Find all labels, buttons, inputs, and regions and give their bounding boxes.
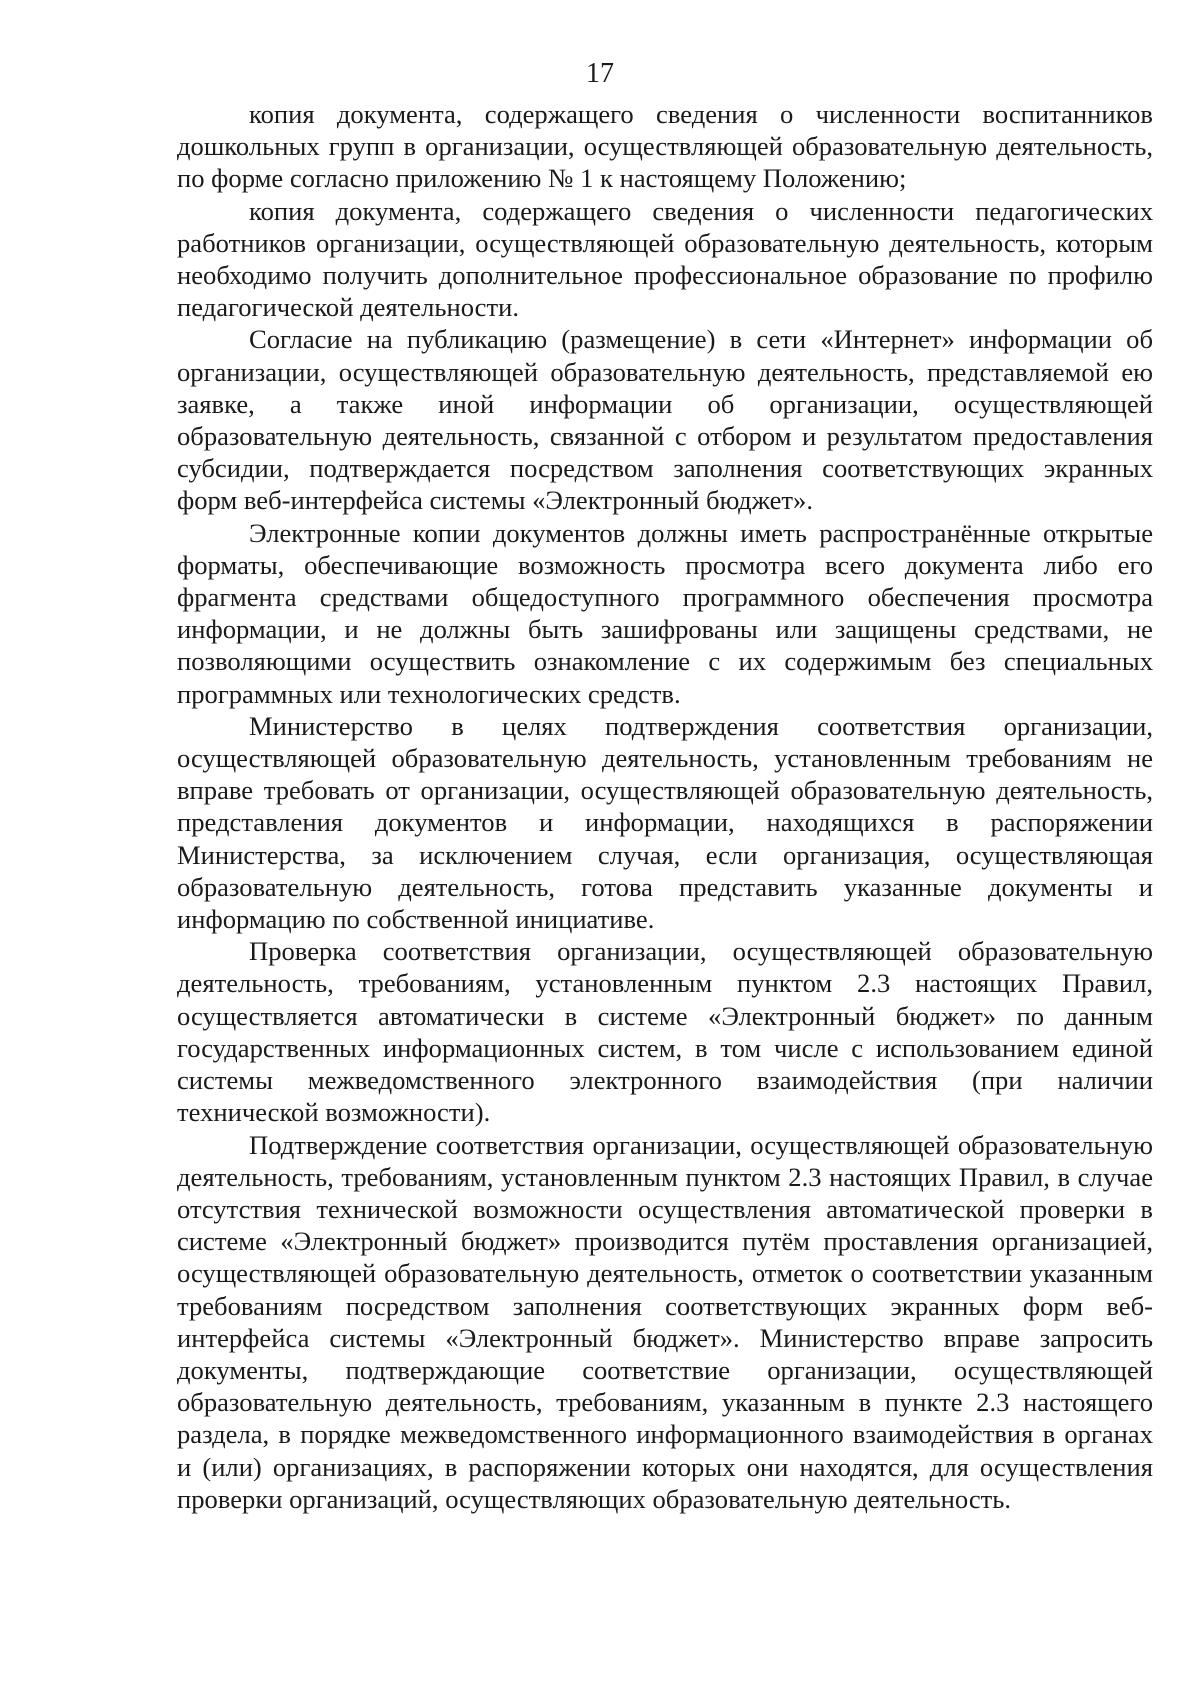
paragraph: Согласие на публикацию (размещение) в сети «Интернет» информации об организации, осуществляющей образовательную деятельность, представляемой ею заявке, а также иной информации об организации, осуществляющей образовательную деятельность, связанной с отбором и результатом предоставления субсидии, подтверждается посредством заполнения соответствующих экранных форм веб-интерфейса системы «Электронный бюджет».	[177, 324, 1153, 516]
paragraph: Подтверждение соответствия организации, осуществляющей образовательную деятельность, требованиям, установленным пунктом 2.3 настоящих Правил, в случае отсутствия технической возможности осуществления автоматической проверки в системе «Электронный бюджет» производится путём проставления организацией, осуществляющей образовательную деятельность, отметок о соответствии указанным требованиям посредством заполнения соответствующих экранных форм веб-интерфейса системы «Электронный бюджет». Министерство вправе запросить документы, подтверждающие соответствие организации, осуществляющей образовательную деятельность, требованиям, указанным в пункте 2.3 настоящего раздела, в порядке межведомственного информационного взаимодействия в органах и (или) организациях, в распоряжении которых они находятся, для осуществления проверки организаций, осуществляющих образовательную деятельность.	[177, 1129, 1153, 1514]
paragraph: Министерство в целях подтверждения соответствия организации, осуществляющей образовательную деятельность, установленным требованиям не вправе требовать от организации, осуществляющей образовательную деятельность, представления документов и информации, находящихся в распоряжении Министерства, за исключением случая, если организация, осуществляющая образовательную деятельность, готова представить указанные документы и информацию по собственной инициативе.	[177, 710, 1153, 935]
document-body	[177, 98, 1153, 1515]
paragraph: копия документа, содержащего сведения о численности педагогических работников организации, осуществляющей образовательную деятельность, которым необходимо получить дополнительное профессиональное образование по профилю педагогической деятельности.	[177, 195, 1153, 323]
paragraph: Проверка соответствия организации, осуществляющей образовательную деятельность, требованиям, установленным пунктом 2.3 настоящих Правил, осуществляется автоматически в системе «Электронный бюджет» по данным государственных информационных систем, в том числе с использованием единой системы межведомственного электронного взаимодействия (при наличии технической возможности).	[177, 936, 1153, 1128]
paragraph: Электронные копии документов должны иметь распространённые открытые форматы, обеспечивающие возможность просмотра всего документа либо его фрагмента средствами общедоступного программного обеспечения просмотра информации, и не должны быть зашифрованы или защищены средствами, не позволяющими осуществить ознакомление с их содержимым без специальных программных или технологических средств.	[177, 517, 1153, 709]
paragraph: копия документа, содержащего сведения о численности воспитанников дошкольных групп в организации, осуществляющей образовательную деятельность, по форме согласно приложению № 1 к настоящему Положению;	[177, 99, 1153, 194]
page-number: 17	[586, 58, 614, 89]
